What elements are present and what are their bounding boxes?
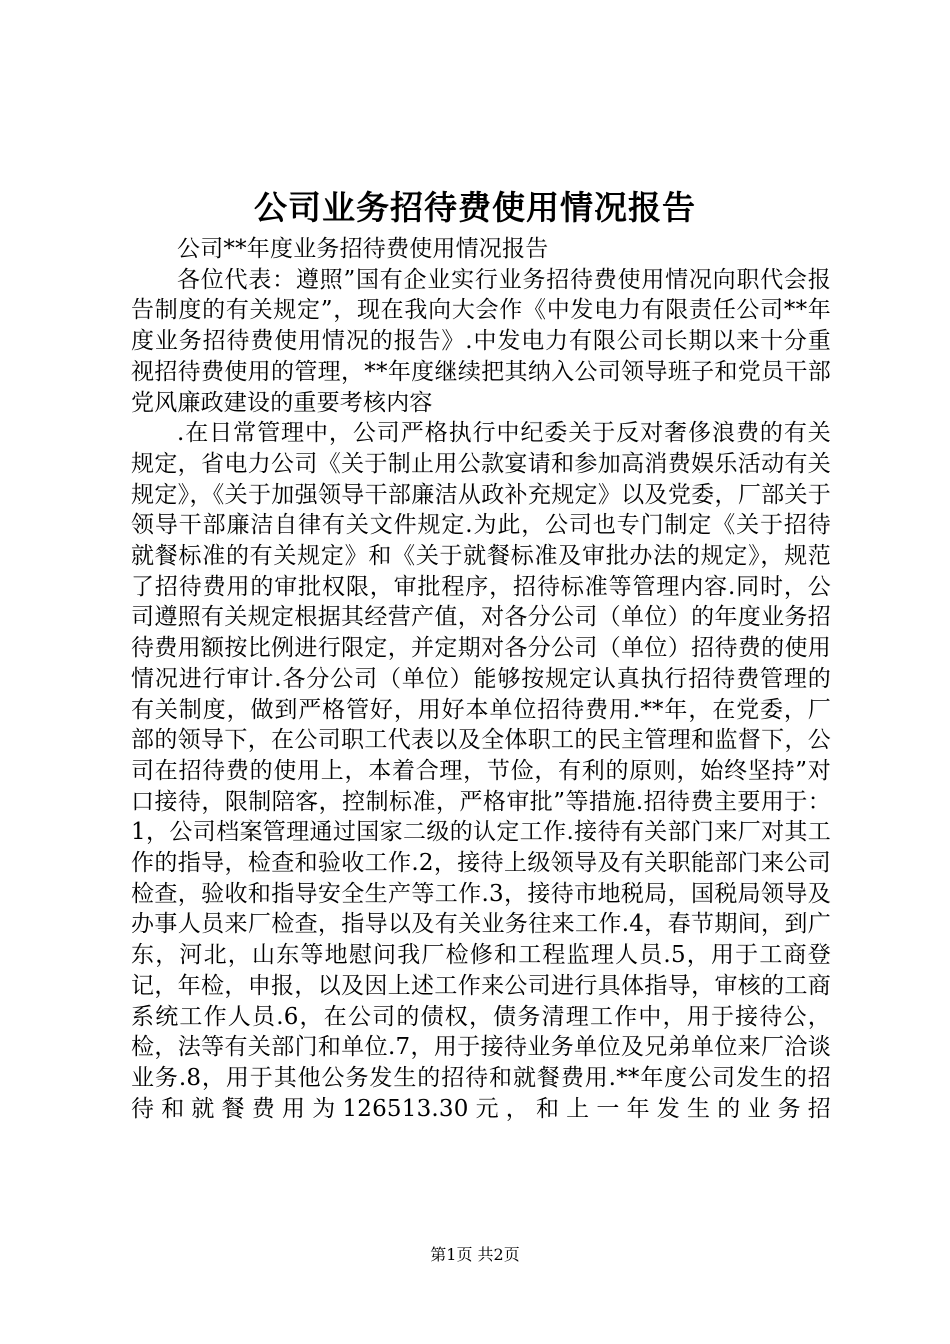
management-paragraph: .在日常管理中，公司严格执行中纪委关于反对奢侈浪费的有关规定，省电力公司《关于制止用公款宴请和参加高消费娱乐活动有关规定》，《关于加强领导干部廉洁从政补充规定》以及党委，厂部关于领导干部廉洁自律有关文件规定.为此，公司也专门制定《关于招待就餐标准的有关规定》和《关于就餐标准及审批办法的规定》，规范了招待费用的审批权限，审批程序，招待标准等管理内容.同时，公司遵照有关规定根据其经营产值，对各分公司（单位）的年度业务招待费用额按比例进行限定，并定期对各分公司（单位）招待费的使用情况进行审计.各分公司（单位）能够按规定认真执行招待费管理的有关制度，做到严格管好，用好本单位招待费用.**年，在党委，厂部的领导下，在公司职工代表以及全体职工的民主管理和监督下，公司在招待费的使用上，本着合理，节俭，有利的原则，始终坚持”对口接待，限制陪客，控制标准，严格审批”等措施.招待费主要用于：1，公司档案管理通过国家二级的认定工作.接待有关部门来厂对其工作的指导，检查和验收工作.2，接待上级领导及有关职能部门来公司检查，验收和指导安全生产等工作.3，接待市地税局，国税局领导及办事人员来厂检查，指导以及有关业务往来工作.4，春节期间，到广东，河北，山东等地慰问我厂检修和工程监理人员.5，用于工商登记，年检，申报，以及因上述工作来公司进行具体指导，审核的工商系统工作人员.6，在公司的债权，债务清理工作中，用于接待公，检，法等有关部门和单位.7，用于接待业务单位及兄弟单位来厂洽谈业务.8，用于其他公务发生的招待和就餐费用.**年度公司发生的招待和就餐费用为126513.30元，和上一年发生的业务招 <box>131 420 831 1122</box>
document-title: 公司业务招待费使用情况报告 <box>254 188 696 227</box>
page-number-footer: 第1页 共2页 <box>430 1245 520 1264</box>
report-subtitle-paragraph: 公司**年度业务招待费使用情况报告 <box>177 236 549 262</box>
opening-paragraph: 各位代表：遵照”国有企业实行业务招待费使用情况向职代会报告制度的有关规定”，现在我向大会作《中发电力有限责任公司**年度业务招待费使用情况的报告》.中发电力有限公司长期以来十分重视招待费使用的管理，**年度继续把其纳入公司领导班子和党员干部党风廉政建设的重要考核内容 <box>131 266 831 416</box>
document-body <box>131 234 831 1124</box>
